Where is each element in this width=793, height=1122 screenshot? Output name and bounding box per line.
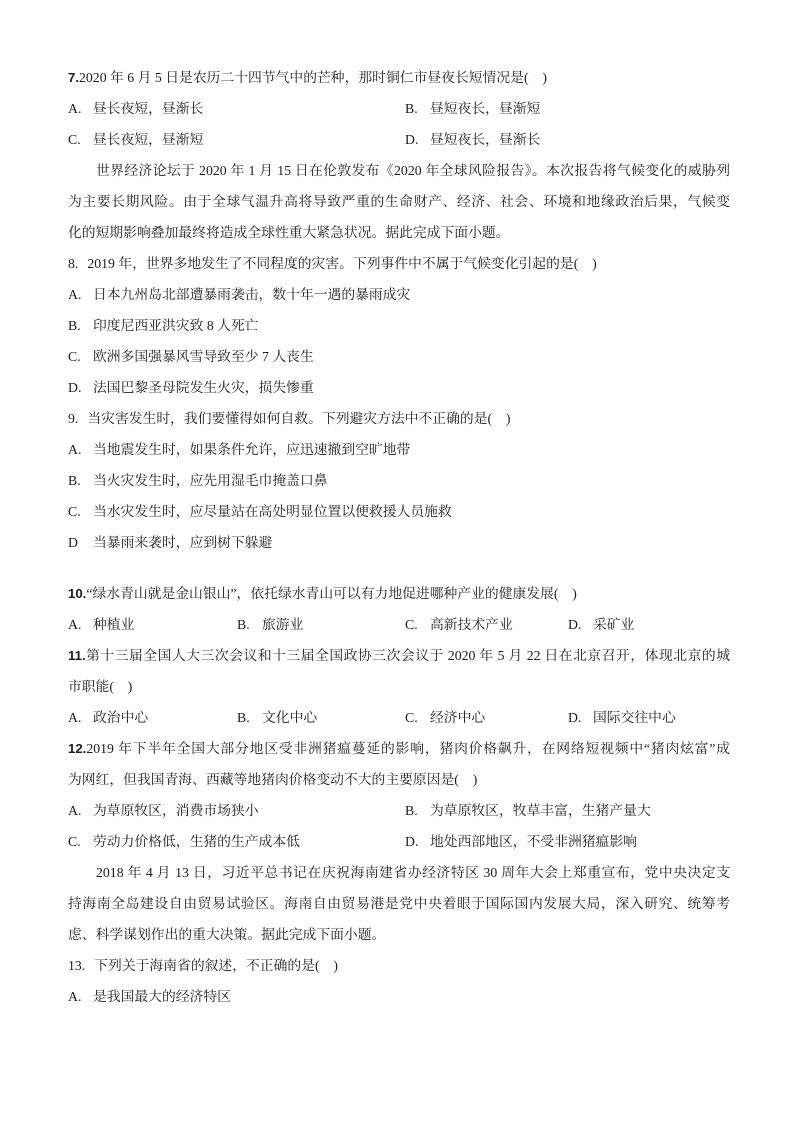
option-label: B. bbox=[237, 617, 250, 632]
passage-1-line-2: 为主要长期风险。由于全球气温升高将导致严重的生命财产、经济、社会、环境和地缘政治后果，气候变 bbox=[68, 194, 730, 209]
question-13-number: 13. bbox=[68, 958, 86, 973]
option-label: A. bbox=[68, 989, 82, 1004]
passage-2-line-3: 虑、科学谋划作出的重大决策。据此完成下面小题。 bbox=[68, 927, 386, 942]
option-label: B. bbox=[68, 473, 81, 488]
option-text: 当地震发生时，如果条件允许，应迅速撤到空旷地带 bbox=[93, 442, 411, 457]
question-7-number: 7. bbox=[68, 70, 79, 85]
option-label: A. bbox=[68, 101, 82, 116]
option-text: 经济中心 bbox=[430, 710, 486, 725]
question-11-option-a bbox=[68, 702, 237, 733]
option-text: 印度尼西亚洪灾致 8 人死亡 bbox=[93, 318, 259, 333]
option-label: C. bbox=[68, 834, 81, 849]
question-7-option-c bbox=[68, 124, 405, 155]
option-text: 昼短夜长，昼渐短 bbox=[430, 101, 541, 116]
option-label: B. bbox=[405, 803, 418, 818]
option-label: A. bbox=[68, 617, 82, 632]
question-9-text: 当灾害发生时，我们要懂得如何自救。下列避灾方法中不正确的是( ) bbox=[87, 411, 511, 426]
question-10-option-b bbox=[237, 609, 405, 640]
option-label: C. bbox=[405, 617, 418, 632]
option-text: 高新技术产业 bbox=[430, 617, 513, 632]
option-text: 政治中心 bbox=[93, 710, 149, 725]
option-text: 昼长夜短，昼渐短 bbox=[93, 132, 204, 147]
option-label: A. bbox=[68, 710, 82, 725]
option-text: 昼长夜短，昼渐长 bbox=[93, 101, 204, 116]
question-11-stem-line-1 bbox=[68, 640, 730, 671]
option-text: 日本九州岛北部遭暴雨袭击，数十年一遇的暴雨成灾 bbox=[93, 287, 411, 302]
question-12-option-b bbox=[405, 795, 730, 826]
question-11-text: 第十三届全国人大三次会议和十三届全国政协三次会议于 2020 年 5 月 22 日在北京召开，体现北京的城 bbox=[85, 648, 730, 663]
question-12-options-row-1 bbox=[68, 795, 730, 826]
question-12-text: 2019 年下半年全国大部分地区受非洲猪瘟蔓延的影响，猪肉价格飙升，在网络短视频中“猪肉炫富”成 bbox=[86, 741, 730, 756]
question-12-stem-line-1 bbox=[68, 733, 730, 764]
question-7-option-b bbox=[405, 93, 730, 124]
option-label: C. bbox=[68, 132, 81, 147]
question-13-stem bbox=[68, 950, 730, 981]
option-label: D. bbox=[405, 132, 419, 147]
option-label: A. bbox=[68, 287, 82, 302]
passage-1-line-1: 世界经济论坛于 2020 年 1 月 15 日在伦敦发布《2020 年全球风险报告》。本次报告将气候变化的威胁列 bbox=[96, 163, 730, 178]
option-label: A. bbox=[68, 803, 82, 818]
option-text: 为草原牧区，牧草丰富，生猪产量大 bbox=[430, 803, 651, 818]
option-label: D. bbox=[405, 834, 419, 849]
question-10-text: “绿水青山就是金山银山”，依托绿水青山可以有力地促进哪种产业的健康发展( ) bbox=[86, 586, 577, 601]
question-8-number: 8. bbox=[68, 256, 79, 271]
question-7-options-row-2 bbox=[68, 124, 730, 155]
question-11-stem-line-2: 市职能( ) bbox=[68, 679, 133, 694]
question-11-option-d bbox=[568, 702, 730, 733]
option-label: B. bbox=[237, 710, 250, 725]
question-11-number: 11. bbox=[68, 648, 86, 663]
question-10-number: 10. bbox=[68, 586, 87, 601]
option-label: D bbox=[68, 535, 78, 550]
question-10-option-a bbox=[68, 609, 237, 640]
question-7-options-row-1 bbox=[68, 93, 730, 124]
option-label: D. bbox=[568, 617, 582, 632]
option-text: 国际交往中心 bbox=[593, 710, 676, 725]
question-12-option-a bbox=[68, 795, 405, 826]
question-10-option-d bbox=[568, 609, 730, 640]
question-7-option-d bbox=[405, 124, 730, 155]
question-9-option-a bbox=[68, 434, 730, 465]
question-10-options-row bbox=[68, 609, 730, 640]
option-text: 劳动力价格低，生猪的生产成本低 bbox=[93, 834, 300, 849]
option-text: 当暴雨来袭时，应到树下躲避 bbox=[93, 535, 273, 550]
question-9-option-b bbox=[68, 465, 730, 496]
passage-2-line-1: 2018 年 4 月 13 日，习近平总书记在庆祝海南建省办经济特区 30 周年大会上郑重宣布，党中央决定支 bbox=[96, 865, 730, 880]
option-label: B. bbox=[68, 318, 81, 333]
option-text: 欧洲多国强暴风雪导致至少 7 人丧生 bbox=[93, 349, 314, 364]
question-9-stem bbox=[68, 403, 730, 434]
passage-1-line-3: 化的短期影响叠加最终将造成全球性重大紧急状况。据此完成下面小题。 bbox=[68, 225, 510, 240]
option-text: 文化中心 bbox=[262, 710, 318, 725]
option-text: 当水灾发生时，应尽量站在高处明显位置以便救援人员施救 bbox=[93, 504, 452, 519]
option-label: A. bbox=[68, 442, 82, 457]
question-8-text: 2019 年，世界多地发生了不同程度的灾害。下列事件中不属于气候变化引起的是( ) bbox=[87, 256, 597, 271]
question-8-option-b bbox=[68, 310, 730, 341]
question-7-text: 2020 年 6 月 5 日是农历二十四节气中的芒种，那时铜仁市昼夜长短情况是( ) bbox=[79, 70, 547, 85]
option-text: 种植业 bbox=[93, 617, 135, 632]
question-9-option-d bbox=[68, 527, 730, 558]
option-label: C. bbox=[68, 504, 81, 519]
question-7-stem bbox=[68, 62, 730, 93]
question-10-option-c bbox=[405, 609, 568, 640]
option-label: D. bbox=[568, 710, 582, 725]
option-text: 为草原牧区，消费市场狭小 bbox=[93, 803, 259, 818]
question-12-option-c bbox=[68, 826, 405, 857]
question-12-stem-line-2: 为网红，但我国青海、西藏等地猪肉价格变动不大的主要原因是( ) bbox=[68, 772, 478, 787]
option-text: 地处西部地区，不受非洲猪瘟影响 bbox=[430, 834, 637, 849]
question-11-options-row bbox=[68, 702, 730, 733]
question-12-options-row-2 bbox=[68, 826, 730, 857]
question-13-option-a bbox=[68, 981, 730, 1012]
question-12-option-d bbox=[405, 826, 730, 857]
question-11-option-b bbox=[237, 702, 405, 733]
option-label: C. bbox=[405, 710, 418, 725]
option-label: D. bbox=[68, 380, 82, 395]
passage-2-line-2: 持海南全岛建设自由贸易试验区。海南自由贸易港是党中央着眼于国际国内发展大局，深入研究、统筹考 bbox=[68, 896, 730, 911]
option-label: C. bbox=[68, 349, 81, 364]
option-text: 当火灾发生时，应先用湿毛巾掩盖口鼻 bbox=[93, 473, 328, 488]
question-9-number: 9. bbox=[68, 411, 79, 426]
question-11-option-c bbox=[405, 702, 568, 733]
question-7-option-a bbox=[68, 93, 405, 124]
question-10-stem bbox=[68, 578, 730, 609]
question-8-option-c bbox=[68, 341, 730, 372]
option-label: B. bbox=[405, 101, 418, 116]
question-8-stem bbox=[68, 248, 730, 279]
question-8-option-d bbox=[68, 372, 730, 403]
option-text: 法国巴黎圣母院发生火灾，损失惨重 bbox=[93, 380, 314, 395]
question-8-option-a bbox=[68, 279, 730, 310]
option-text: 昼短夜长，昼渐长 bbox=[430, 132, 541, 147]
option-text: 采矿业 bbox=[593, 617, 635, 632]
question-13-text: 下列关于海南省的叙述，不正确的是( ) bbox=[94, 958, 338, 973]
option-text: 是我国最大的经济特区 bbox=[93, 989, 231, 1004]
question-12-number: 12. bbox=[68, 741, 87, 756]
question-9-option-c bbox=[68, 496, 730, 527]
option-text: 旅游业 bbox=[262, 617, 304, 632]
